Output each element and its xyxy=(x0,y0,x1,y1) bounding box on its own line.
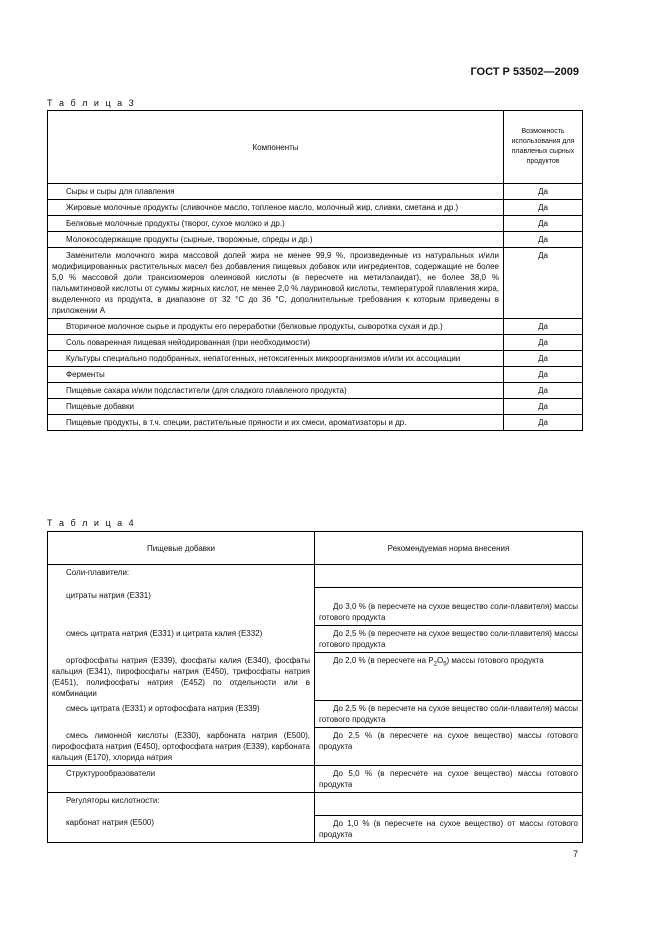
table-row xyxy=(48,728,583,766)
component-name: Пищевые сахара и/или подсластители (для сладкого плавленого продукта) xyxy=(48,383,504,399)
table-row xyxy=(48,815,583,842)
document-header: ГОСТ Р 53502—2009 xyxy=(470,66,579,78)
usage-value: Да xyxy=(504,415,583,431)
table-4-header-additives: Пищевые добавки xyxy=(48,532,315,565)
table-row xyxy=(48,248,583,319)
table-row xyxy=(48,765,583,792)
norm-value: До 2,5 % (в пересчете на сухое вещество соли-плавителя) массы готового продукта xyxy=(315,626,583,653)
component-name: Вторичное молочное сырье и продукты его переработки (белковые продукты, сыворотка сухая и др.) xyxy=(48,319,504,335)
table-row xyxy=(48,399,583,415)
usage-value: Да xyxy=(504,184,583,200)
usage-value: Да xyxy=(504,319,583,335)
page-number: 7 xyxy=(572,849,578,859)
table-3-caption: Т а б л и ц а 3 xyxy=(47,98,136,108)
table-row xyxy=(48,216,583,232)
norm-value: До 2,5 % (в пересчете на сухое вещество соли-плавителя) массы готового продукта xyxy=(315,701,583,728)
table-row xyxy=(48,701,583,728)
table-4-caption: Т а б л и ц а 4 xyxy=(47,518,136,528)
table-4 xyxy=(47,531,583,843)
table-row xyxy=(48,351,583,367)
component-name: Белковые молочные продукты (творог, сухое молоко и др.) xyxy=(48,216,504,232)
component-name: Культуры специально подобранных, непатогенных, нетоксигенных микроорганизмов и/или их ассоциации xyxy=(48,351,504,367)
norm-value: До 5,0 % (в пересчете на сухое вещество) массы готового продукта xyxy=(315,765,583,792)
usage-value: Да xyxy=(504,216,583,232)
table-row xyxy=(48,653,583,701)
group-label-melting-salts: Соли-плавители: xyxy=(66,568,130,577)
table-row xyxy=(48,565,583,588)
additive-name: смесь цитрата натрия (Е331) и цитрата калия (Е332) xyxy=(66,628,263,638)
component-name: Заменители молочного жира массовой долей жира не менее 99,9 %, произведенные из натуральных и/или модифицированных растительных масел без добавления пищевых добавок или ингредиентов, содержащие не более 5,0 % массовой доли трансизомеров олеиновой кислоты (в пересчете на метилэлаидат), не более 38,0 % пальмитиновой кислоты от суммы жирных кислот, не менее 2,0 % лауриновой кислоты, температурой плавления жира, выделенного из продукта, в диапазоне от 32 °С до 36 °С, дополнительные требования к которым приведены в приложении А xyxy=(48,248,504,319)
table-row xyxy=(48,588,583,626)
table-4-header-norm: Рекомендуемая норма внесения xyxy=(315,532,583,565)
table-row xyxy=(48,626,583,653)
table-row xyxy=(48,335,583,351)
table-row xyxy=(48,232,583,248)
table-3-header-possibility: Возможность использования для плавленых сырных продуктов xyxy=(504,111,583,184)
table-row xyxy=(48,415,583,431)
component-name: Соль поваренная пищевая нейодированная (при необходимости) xyxy=(48,335,504,351)
usage-value: Да xyxy=(504,200,583,216)
norm-value: До 2,0 % (в пересчете на $P_2O_5$) массы готового продукта xyxy=(315,653,583,701)
additive-name: смесь лимонной кислоты (Е330), карбоната натрия (Е500), пирофосфата натрия (Е450), ортофосфата натрия (Е339), карбоната кальция (Е170), хлорида натрия xyxy=(52,730,310,762)
usage-value: Да xyxy=(504,367,583,383)
component-name: Пищевые продукты, в т.ч. специи, растительные пряности и их смеси, ароматизаторы и др. xyxy=(48,415,504,431)
additive-name: ортофосфаты натрия (Е339), фосфаты калия (Е340), фосфаты кальция (Е341), пирофосфаты натрия (Е450), трифосфаты натрия (Е451), полифосфаты натрия (Е452) по отдельности или в комбинации xyxy=(52,655,310,698)
component-name: Сыры и сыры для плавления xyxy=(48,184,504,200)
norm-value: До 2,5 % (в пересчете на сухое вещество) массы готового продукта xyxy=(315,728,583,766)
component-name: Молокосодержащие продукты (сырные, творожные, спреды и др.) xyxy=(48,232,504,248)
usage-value: Да xyxy=(504,248,583,319)
table-3 xyxy=(47,110,583,431)
table-row xyxy=(48,367,583,383)
table-row xyxy=(48,319,583,335)
usage-value: Да xyxy=(504,335,583,351)
usage-value: Да xyxy=(504,383,583,399)
table-row xyxy=(48,184,583,200)
group-label-acidity: Регуляторы кислотности: xyxy=(66,795,160,805)
table-row xyxy=(48,383,583,399)
table-row xyxy=(48,200,583,216)
usage-value: Да xyxy=(504,351,583,367)
norm-value: До 1,0 % (в пересчете на сухое вещество) от массы готового продукта xyxy=(315,815,583,842)
component-name: Пищевые добавки xyxy=(48,399,504,415)
component-name: Ферменты xyxy=(48,367,504,383)
additive-name: карбонат натрия (Е500) xyxy=(66,818,155,827)
table-row xyxy=(48,792,583,815)
additive-name: смесь цитрата (Е331) и ортофосфата натрия (Е339) xyxy=(66,703,260,713)
additive-name: цитраты натрия (Е331) xyxy=(66,590,151,600)
table-3-header-components: Компоненты xyxy=(48,111,504,184)
additive-name: Структурообразователи xyxy=(66,768,156,778)
table-3-body xyxy=(48,184,583,431)
usage-value: Да xyxy=(504,232,583,248)
usage-value: Да xyxy=(504,399,583,415)
norm-value: До 3,0 % (в пересчете на сухое вещество соли-плавителя) массы готового продукта xyxy=(315,588,583,626)
component-name: Жировые молочные продукты (сливочное масло, топленое масло, молочный жир, сливки, сметана и др.) xyxy=(48,200,504,216)
